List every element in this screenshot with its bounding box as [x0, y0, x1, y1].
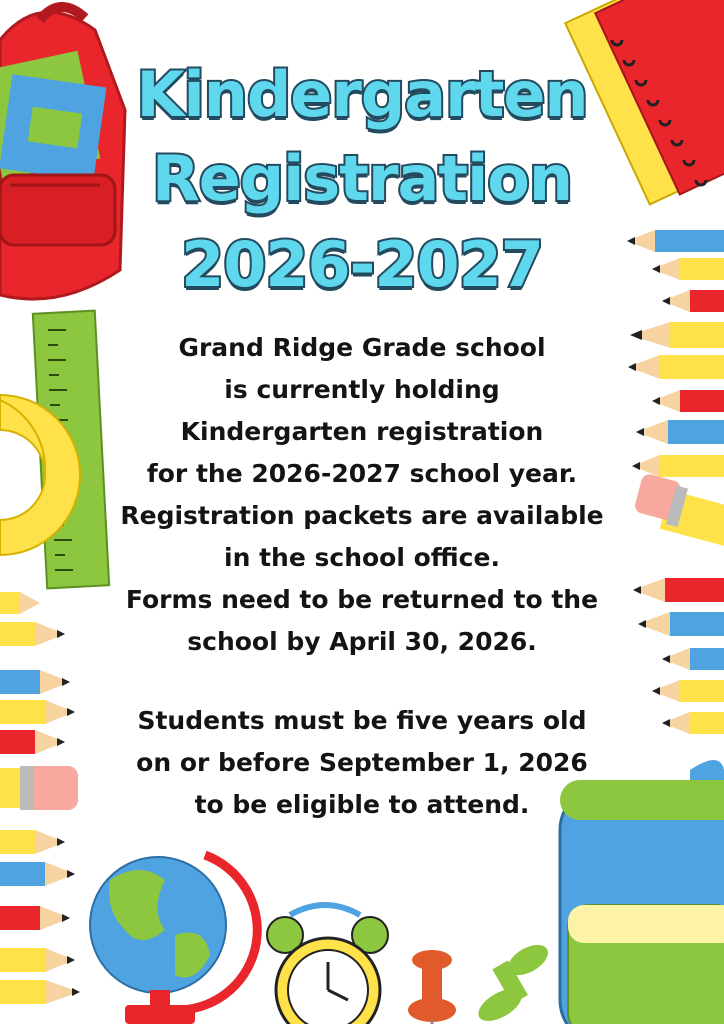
text-line: is currently holding	[224, 375, 500, 404]
text-line: for the 2026-2027 school year.	[146, 459, 578, 488]
text-line: Forms need to be returned to the	[125, 585, 599, 614]
registration-info-paragraph	[90, 327, 634, 663]
text-line: to be eligible to attend.	[194, 790, 530, 819]
pushpin-icon	[408, 950, 456, 1024]
title-line-3: 2026-2027	[181, 228, 543, 301]
title-line-2: Registration	[151, 142, 572, 215]
text-line: on or before September 1, 2026	[136, 748, 588, 777]
pushpin-icon	[473, 939, 553, 1024]
title-line-1: Kindergarten	[136, 58, 588, 131]
globe-icon	[90, 855, 257, 1024]
alarm-clock-icon	[267, 905, 388, 1024]
text-line: in the school office.	[224, 543, 500, 572]
pencil-icon	[0, 592, 80, 1004]
text-line: Kindergarten registration	[180, 417, 544, 446]
text-line: Students must be five years old	[137, 706, 587, 735]
text-line: Registration packets are available	[120, 501, 604, 530]
pencil-icon	[627, 230, 724, 734]
text-line: Grand Ridge Grade school	[178, 333, 546, 362]
text-line: school by April 30, 2026.	[187, 627, 537, 656]
eligibility-paragraph	[90, 700, 634, 826]
